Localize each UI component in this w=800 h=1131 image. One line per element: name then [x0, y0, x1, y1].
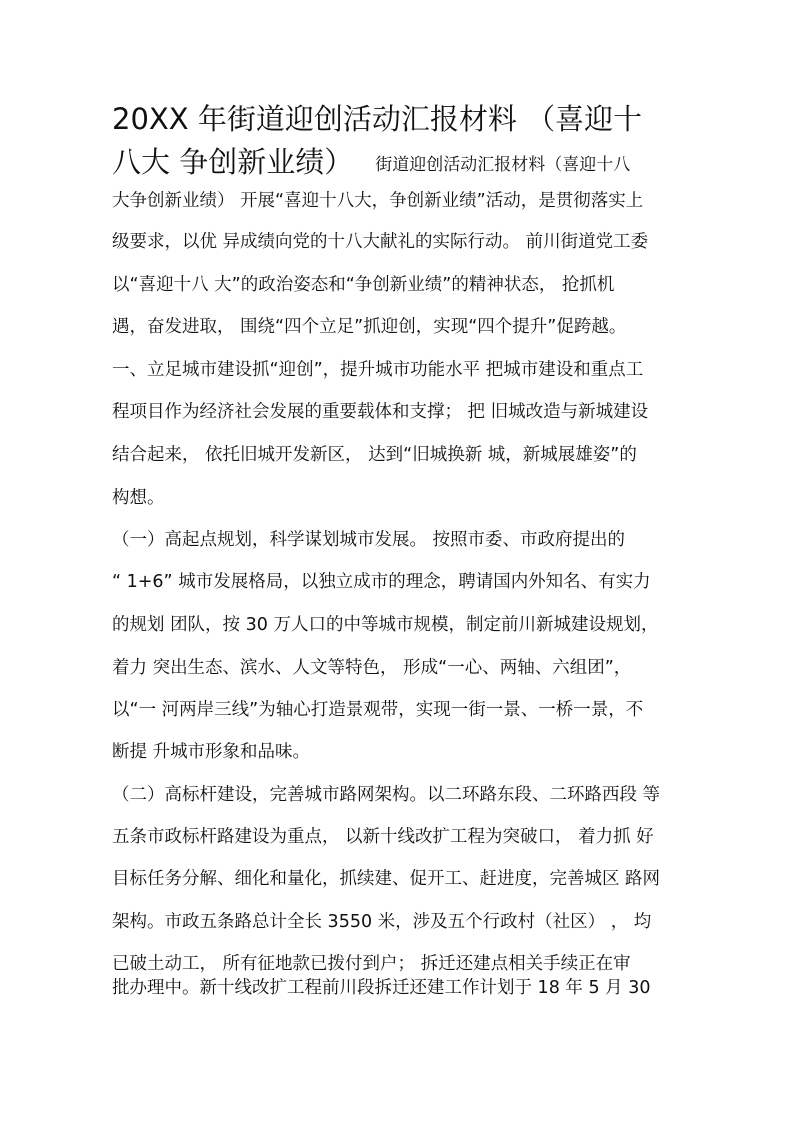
- body-line: 大争创新业绩） 开展“喜迎十八大，争创新业绩”活动，是贯彻落实上: [112, 191, 644, 211]
- body-line: 断提 升城市形象和品味。: [112, 742, 311, 762]
- body-line: 的规划 团队，按 30 万人口的中等城市规模，制定前川新城建设规划，: [112, 615, 659, 635]
- body-line: 目标任务分解、细化和量化，抓续建、促开工、赶进度，完善城区 路网: [112, 869, 661, 889]
- body-line: 以“一 河两岸三线”为轴心打造景观带，实现一街一景、一桥一景，不: [112, 700, 644, 720]
- document-title-line-2-text: 八大 争创新业绩）: [112, 145, 354, 179]
- document-title-line-1: 20XX 年街道迎创活动汇报材料 （喜迎十: [112, 102, 643, 136]
- body-line: 批办理中。新十线改扩工程前川段拆迁还建工作计划于 18 年 5 月 30: [112, 978, 651, 998]
- body-line: 构想。: [112, 488, 165, 508]
- subsection-heading: （二）高标杆建设，完善城市路网架构。以二环路东段、二环路西段 等: [112, 785, 661, 805]
- body-line: 架构。市政五条路总计全长 3550 米，涉及五个行政村（社区） ， 均: [112, 912, 652, 932]
- body-line: 级要求，以优 异成绩向党的十八大献礼的实际行动。 前川街道党工委: [112, 232, 649, 252]
- body-line: “ 1+6” 城市发展格局，以独立成市的理念，聘请国内外知名、有实力: [112, 572, 651, 592]
- body-line: 以“喜迎十八 大”的政治姿态和“争创新业绩”的精神状态， 抢抓机: [112, 275, 615, 295]
- document-title-line-2: [112, 142, 630, 187]
- body-line: 已破土动工， 所有征地款已拨付到户； 拆迁还建点相关手续正在审: [112, 954, 631, 974]
- subsection-heading: （一）高起点规划，科学谋划城市发展。 按照市委、市政府提出的: [112, 530, 626, 550]
- body-line: 程项目作为经济社会发展的重要载体和支撑； 把 旧城改造与新城建设: [112, 402, 649, 422]
- body-line: 着力 突出生态、滨水、人文等特色， 形成“一心、两轴、六组团”，: [112, 658, 632, 678]
- body-line: 遇，奋发进取， 围绕“四个立足”抓迎创，实现“四个提升”促跨越。: [112, 317, 627, 337]
- document-subtitle-inline: 街道迎创活动汇报材料（喜迎十八: [375, 155, 631, 175]
- body-line: 结合起来， 依托旧城开发新区， 达到“旧城换新 城，新城展雄姿”的: [112, 445, 637, 465]
- section-heading: 一、立足城市建设抓“迎创”，提升城市功能水平 把城市建设和重点工: [112, 360, 644, 380]
- body-line: 五条市政标杆路建设为重点， 以新十线改扩工程为突破口， 着力抓 好: [112, 827, 654, 847]
